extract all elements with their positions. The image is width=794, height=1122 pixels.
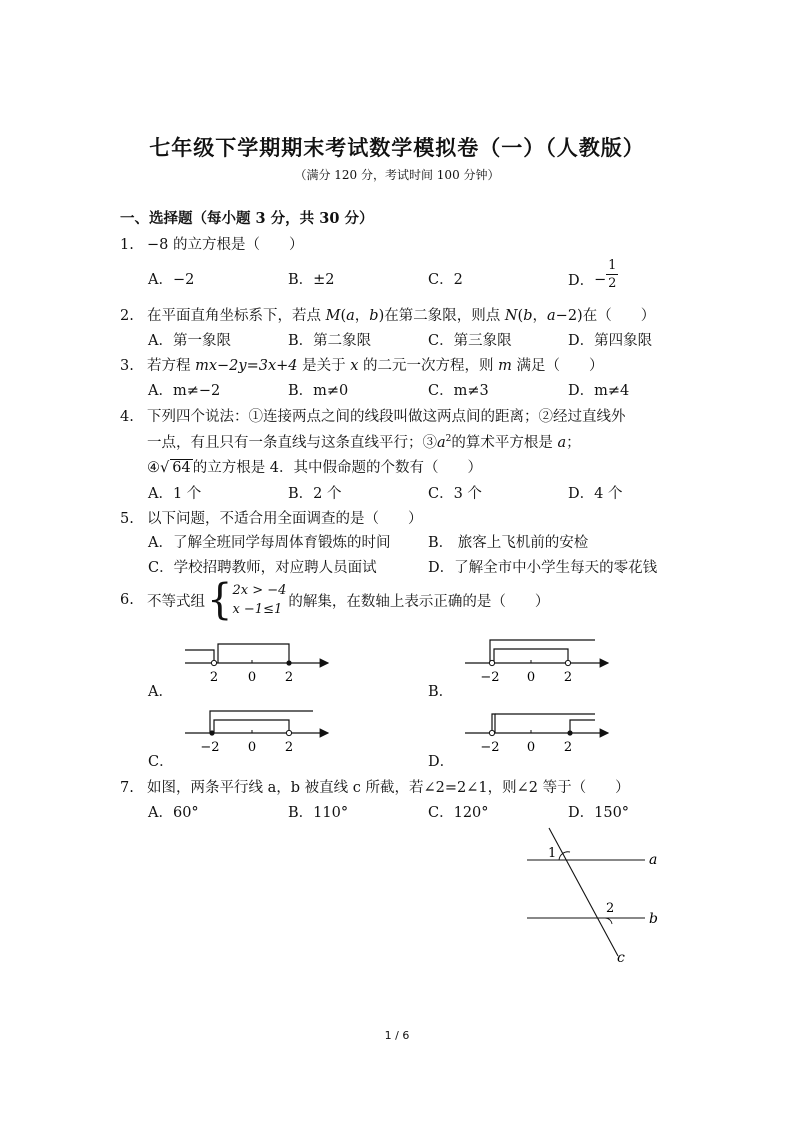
fraction xyxy=(606,258,618,291)
inequality-2: x −1≤1 xyxy=(232,602,283,617)
q7-option-c: C．120° xyxy=(428,805,489,821)
numerator: 1 xyxy=(608,258,617,273)
page-title: 七年级下学期期末考试数学模拟卷（一）（人教版） xyxy=(149,135,645,160)
radicand: 64 xyxy=(172,460,191,476)
page-number: 1 / 6 xyxy=(384,1029,410,1042)
stem-text: 以下问题，不适合用全面调查的是（ ） xyxy=(147,511,423,527)
inequality-system xyxy=(207,575,287,625)
var-x: x xyxy=(350,358,359,374)
q4-option-b: B．2 个 xyxy=(288,486,342,502)
q6-option-d: D． xyxy=(428,754,455,770)
q1-option-a: A．−2 xyxy=(148,272,195,288)
denominator: 2 xyxy=(608,276,617,291)
question-5 xyxy=(120,507,423,528)
number-line-d xyxy=(465,714,608,755)
question-number: 6. xyxy=(120,592,134,608)
stem-text: 若方程 xyxy=(147,358,196,374)
line-c-label: c xyxy=(617,950,625,966)
stem-text: 如图，两条平行线 a，b 被直线 c 所截，若∠2=2∠1，则∠2 等于（ ） xyxy=(147,780,630,796)
stem-text: 一点，有且只有一条直线与这条直线平行；③ xyxy=(147,435,437,451)
q1-option-c: C．2 xyxy=(428,272,463,288)
tick-label: 0 xyxy=(526,740,536,755)
question-number: 7. xyxy=(120,780,134,796)
system-lines xyxy=(232,581,286,619)
equation: mx−2y=3x+4 xyxy=(195,358,298,374)
tick-label: 2 xyxy=(284,670,294,685)
stem-text: 不等式组 xyxy=(147,593,205,610)
question-number: 5. xyxy=(120,511,134,527)
angle-2-arc xyxy=(605,918,612,924)
tick-label: −2 xyxy=(200,740,220,755)
var-b: b xyxy=(369,308,379,324)
exponent: 2 xyxy=(445,434,452,445)
left-brace: { xyxy=(207,575,233,625)
question-4-line-3 xyxy=(147,456,482,477)
parallel-lines-figure xyxy=(515,820,675,970)
tick-label: 2 xyxy=(284,740,294,755)
question-6 xyxy=(120,575,550,625)
tick-label: 2 xyxy=(209,670,219,685)
stem-text: 的解集，在数轴上表示正确的是（ ） xyxy=(288,593,550,610)
question-4-line-2 xyxy=(147,431,581,452)
option-label: D． xyxy=(568,273,595,289)
q5-option-d: D．了解全市中小学生每天的零花钱 xyxy=(428,560,658,576)
q2-option-b: B．第二象限 xyxy=(288,333,372,349)
stem-text: )在第二象限，则点 xyxy=(378,308,505,324)
tick-label: 2 xyxy=(563,740,573,755)
minus-sign: − xyxy=(594,271,607,288)
tick-label: 0 xyxy=(526,670,536,685)
tick-label: 0 xyxy=(247,740,257,755)
line-c xyxy=(549,828,618,956)
q4-option-d: D．4 个 xyxy=(568,486,623,502)
point-m: M xyxy=(325,308,341,324)
q7-option-d: D．150° xyxy=(568,805,630,821)
number-line-figures xyxy=(140,630,700,770)
q3-option-a: A．m≠−2 xyxy=(148,383,221,399)
stem-text: ； xyxy=(566,435,581,451)
var-b: b xyxy=(523,308,533,324)
var-a: a xyxy=(557,435,567,451)
q1-option-d xyxy=(568,258,618,291)
q5-option-c: C．学校招聘教师，对应聘人员面试 xyxy=(148,560,377,576)
q1-option-b: B．±2 xyxy=(288,272,335,288)
fraction-bar xyxy=(606,274,618,275)
q2-option-d: D．第四象限 xyxy=(568,333,653,349)
q5-option-a: A．了解全班同学每周体育锻炼的时间 xyxy=(148,535,391,551)
var-a: a xyxy=(346,308,355,324)
stem-text: ， xyxy=(354,308,370,324)
question-stem: −8 的立方根是（ ） xyxy=(147,237,304,253)
q6-option-c: C． xyxy=(148,754,174,770)
q2-option-c: C．第三象限 xyxy=(428,333,512,349)
stem-text: 满足（ ） xyxy=(511,358,604,374)
question-number: 2. xyxy=(120,308,134,324)
sqrt-symbol: √ xyxy=(160,460,170,476)
stem-text: 的立方根是 4．其中假命题的个数有（ ） xyxy=(192,460,483,476)
stem-text: ④ xyxy=(147,460,160,476)
stem-text: ( xyxy=(517,308,524,324)
stem-text: 是关于 xyxy=(297,358,351,374)
q6-option-b: B． xyxy=(428,684,454,700)
q3-option-d: D．m≠4 xyxy=(568,383,630,399)
stem-text: 的二元一次方程，则 xyxy=(358,358,499,374)
number-line-c xyxy=(185,711,328,755)
angle-1-label: 1 xyxy=(548,846,557,861)
tick-label: 2 xyxy=(563,670,573,685)
line-b-label: b xyxy=(649,911,658,927)
angle-2-label: 2 xyxy=(606,901,615,916)
var-a: a xyxy=(437,435,446,451)
q4-option-c: C．3 个 xyxy=(428,486,482,502)
stem-text: ( xyxy=(340,308,347,324)
var-m: m xyxy=(498,358,512,374)
tick-label: −2 xyxy=(480,670,500,685)
question-2 xyxy=(120,304,655,325)
stem-text: ， xyxy=(532,308,548,324)
section-heading: 一、选择题（每小题 3 分，共 30 分） xyxy=(120,210,374,227)
exam-info: （满分 120 分，考试时间 100 分钟） xyxy=(294,168,500,182)
question-number: 4. xyxy=(120,409,134,425)
point-n: N xyxy=(504,308,518,324)
number-line-b xyxy=(465,640,608,685)
question-number: 3. xyxy=(120,358,134,374)
number-line-a xyxy=(185,644,328,685)
q7-option-b: B．110° xyxy=(288,805,349,821)
inequality-1: 2x > −4 xyxy=(232,583,287,598)
question-4 xyxy=(120,405,626,426)
question-3 xyxy=(120,354,604,375)
stem-text: 在平面直角坐标系下，若点 xyxy=(147,308,326,324)
q5-option-b: B． 旅客上飞机前的安检 xyxy=(428,535,589,551)
q6-option-a: A． xyxy=(148,684,173,700)
tick-label: −2 xyxy=(480,740,500,755)
var-a: a xyxy=(547,308,556,324)
question-number: 1. xyxy=(120,237,134,253)
line-a-label: a xyxy=(649,852,658,868)
question-1 xyxy=(120,233,303,254)
q7-option-a: A．60° xyxy=(148,805,199,821)
question-7 xyxy=(120,776,630,797)
tick-label: 0 xyxy=(247,670,257,685)
stem-text: 下列四个说法：①连接两点之间的线段叫做这两点间的距离；②经过直线外 xyxy=(147,409,626,425)
stem-text: −2)在（ ） xyxy=(555,308,656,324)
q4-option-a: A．1 个 xyxy=(148,486,202,502)
q3-option-c: C．m≠3 xyxy=(428,383,489,399)
q2-option-a: A．第一象限 xyxy=(148,333,231,349)
q3-option-b: B．m≠0 xyxy=(288,383,349,399)
stem-text: 的算术平方根是 xyxy=(451,435,558,451)
